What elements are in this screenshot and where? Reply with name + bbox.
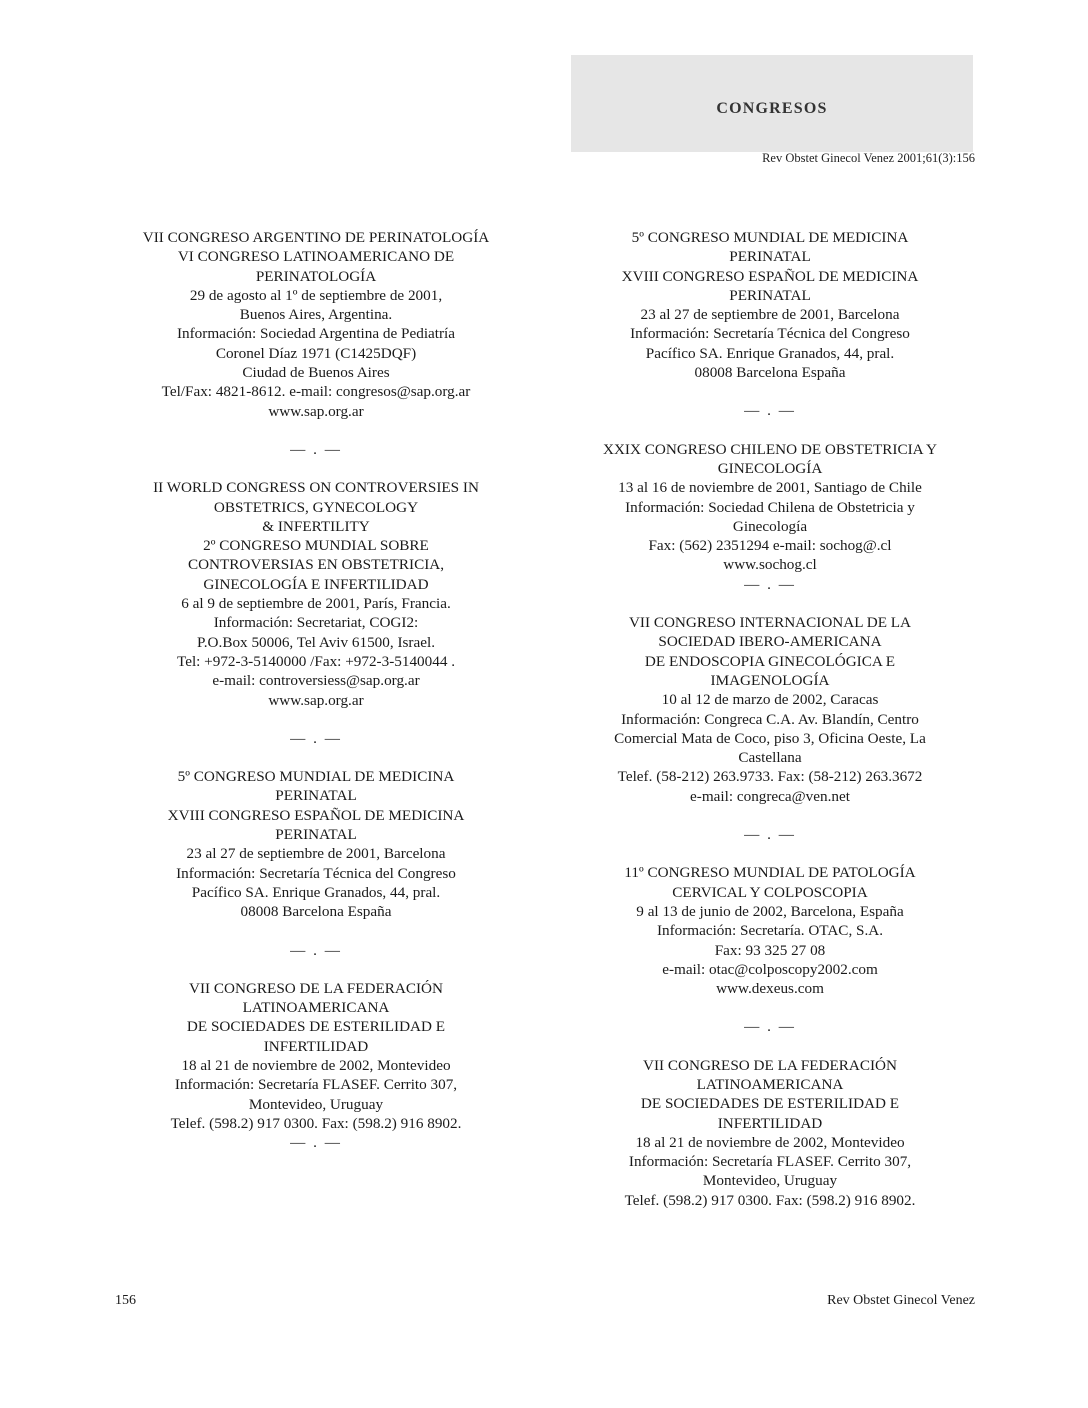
journal-citation: Rev Obstet Ginecol Venez 2001;61(3):156: [762, 151, 975, 165]
congress-entry: [100, 478, 532, 710]
congress-address: Coronel Díaz 1971 (C1425DQF): [215, 344, 417, 362]
journal-name: Rev Obstet Ginecol Venez: [827, 1293, 975, 1308]
congress-address: Comercial Mata de Coco, piso 3, Oficina Oeste, La: [614, 729, 926, 747]
entry-separator: — . —: [744, 826, 796, 844]
congress-date: 13 al 16 de noviembre de 2001, Santiago de Chile: [618, 479, 922, 497]
congress-info: Información: Secretaría FLASEF. Cerrito 307,: [174, 1076, 458, 1094]
congress-title: VII CONGRESO INTERNACIONAL DE LA SOCIEDAD IBERO-AMERICANA DE ENDOSCOPIA GINECOLÓGICA E IMAGENOLOGÍA: [628, 614, 912, 689]
congress-email: e-mail: controversiess@sap.org.ar: [212, 672, 420, 690]
congress-title: 11º CONGRESO MUNDIAL DE PATOLOGÍA CERVICAL Y COLPOSCOPIA: [624, 864, 916, 901]
entry-separator: — . —: [744, 402, 796, 420]
congress-info: Información: Secretariat, COGI2:: [213, 614, 419, 632]
congress-contact: Fax: 93 325 27 08: [714, 941, 826, 959]
congress-contact: Telef. (58-212) 263.9733. Fax: (58-212) 263.3672: [617, 768, 923, 786]
congress-entry: [100, 767, 532, 921]
congress-address: Montevideo, Uruguay: [702, 1172, 838, 1190]
congress-address: Montevideo, Uruguay: [248, 1095, 384, 1113]
congress-address: Castellana: [738, 749, 802, 767]
congress-info: Información: Secretaría FLASEF. Cerrito 307,: [628, 1153, 912, 1171]
congress-contact: Telef. (598.2) 917 0300. Fax: (598.2) 916 8902.: [624, 1191, 916, 1209]
entry-separator: — . —: [290, 729, 342, 747]
section-title: CONGRESOS: [716, 100, 828, 117]
congress-email: e-mail: otac@colposcopy2002.com: [662, 960, 878, 978]
congress-title: XXIX CONGRESO CHILENO DE OBSTETRICIA Y GINECOLOGÍA: [603, 440, 937, 477]
congress-entry: [100, 228, 532, 421]
congress-date: 18 al 21 de noviembre de 2002, Montevideo: [181, 1056, 451, 1074]
congress-date: 29 de agosto al 1º de septiembre de 2001,: [189, 286, 443, 304]
right-column: [560, 228, 980, 1210]
congress-date: 10 al 12 de marzo de 2002, Caracas: [661, 691, 879, 709]
congress-contact: Telef. (598.2) 917 0300. Fax: (598.2) 916 8902.: [170, 1114, 462, 1132]
congress-website: www.dexeus.com: [716, 980, 824, 998]
congress-entry: [100, 979, 532, 1133]
congress-title: VII CONGRESO DE LA FEDERACIÓN LATINOAMERICANA DE SOCIEDADES DE ESTERILIDAD E INFERTILIDAD: [186, 979, 446, 1055]
congress-email: e-mail: congreca@ven.net: [690, 787, 850, 805]
congress-date: 23 al 27 de septiembre de 2001, Barcelona: [186, 845, 446, 863]
congress-title: 5º CONGRESO MUNDIAL DE MEDICINA PERINATAL XVIII CONGRESO ESPAÑOL DE MEDICINA PERINATAL: [621, 229, 919, 304]
congress-contact: Fax: (562) 2351294 e-mail: sochog@.cl: [648, 537, 892, 555]
congress-entry: [560, 228, 980, 382]
congress-info: Información: Sociedad Argentina de Pediatría: [176, 325, 456, 343]
congress-title: 5º CONGRESO MUNDIAL DE MEDICINA PERINATAL XVIII CONGRESO ESPAÑOL DE MEDICINA PERINATAL: [167, 768, 465, 844]
congress-title: VII CONGRESO ARGENTINO DE PERINATOLOGÍA VI CONGRESO LATINOAMERICANO DE PERINATOLOGÍA: [142, 229, 490, 285]
entry-separator: — . —: [290, 941, 342, 959]
congress-date: 23 al 27 de septiembre de 2001, Barcelona: [640, 306, 900, 324]
congress-website: www.sochog.cl: [723, 556, 817, 574]
left-column: [100, 228, 532, 1152]
congress-info: Información: Secretaría Técnica del Congreso: [176, 864, 456, 882]
congress-date: 18 al 21 de noviembre de 2002, Montevideo: [635, 1133, 905, 1151]
congress-address: 08008 Barcelona España: [694, 364, 846, 382]
congress-info: Información: Secretaría Técnica del Congreso: [630, 325, 910, 343]
congress-entry: [560, 863, 980, 998]
congress-website: www.sap.org.ar: [268, 691, 364, 709]
congress-info: Ginecología: [732, 517, 808, 535]
entry-separator: — . —: [744, 575, 796, 593]
congress-title: II WORLD CONGRESS ON CONTROVERSIES IN OBSTETRICS, GYNECOLOGY & INFERTILITY 2º CONGRESO MUNDIAL SOBRE CONTROVERSIAS EN OBSTETRICIA, GINECOLOGÍA E INFERTILIDAD: [153, 479, 479, 593]
congress-address: P.O.Box 50006, Tel Aviv 61500, Israel.: [197, 633, 435, 651]
entry-separator: — . —: [290, 1134, 342, 1152]
congress-date: 6 al 9 de septiembre de 2001, París, Francia.: [181, 595, 451, 613]
congress-address: Ciudad de Buenos Aires: [242, 364, 390, 382]
congress-date: 9 al 13 de junio de 2002, Barcelona, España: [636, 902, 904, 920]
entry-separator: — . —: [290, 440, 342, 458]
congress-title: VII CONGRESO DE LA FEDERACIÓN LATINOAMERICANA DE SOCIEDADES DE ESTERILIDAD E INFERTILIDAD: [640, 1056, 900, 1132]
congress-website: www.sap.org.ar: [268, 402, 364, 420]
congress-info: Información: Congreca C.A. Av. Blandín, Centro: [621, 710, 919, 728]
congress-address: Pacífico SA. Enrique Granados, 44, pral.: [191, 883, 441, 901]
congress-info: Información: Secretaría. OTAC, S.A.: [656, 922, 884, 940]
congress-entry: [560, 613, 980, 806]
congress-info: Información: Sociedad Chilena de Obstetricia y: [625, 498, 915, 516]
page-number: 156: [115, 1293, 136, 1308]
congress-contact: Tel: +972-3-5140000 /Fax: +972-3-5140044 .: [176, 652, 456, 670]
congress-contact: Tel/Fax: 4821-8612. e-mail: congresos@sap.org.ar: [161, 383, 471, 401]
congress-location: Buenos Aires, Argentina.: [239, 306, 393, 324]
congress-entry: [560, 440, 980, 575]
congress-address: Pacífico SA. Enrique Granados, 44, pral.: [645, 344, 895, 362]
congress-entry: [560, 1056, 980, 1210]
entry-separator: — . —: [744, 1018, 796, 1036]
congress-address: 08008 Barcelona España: [240, 903, 392, 921]
